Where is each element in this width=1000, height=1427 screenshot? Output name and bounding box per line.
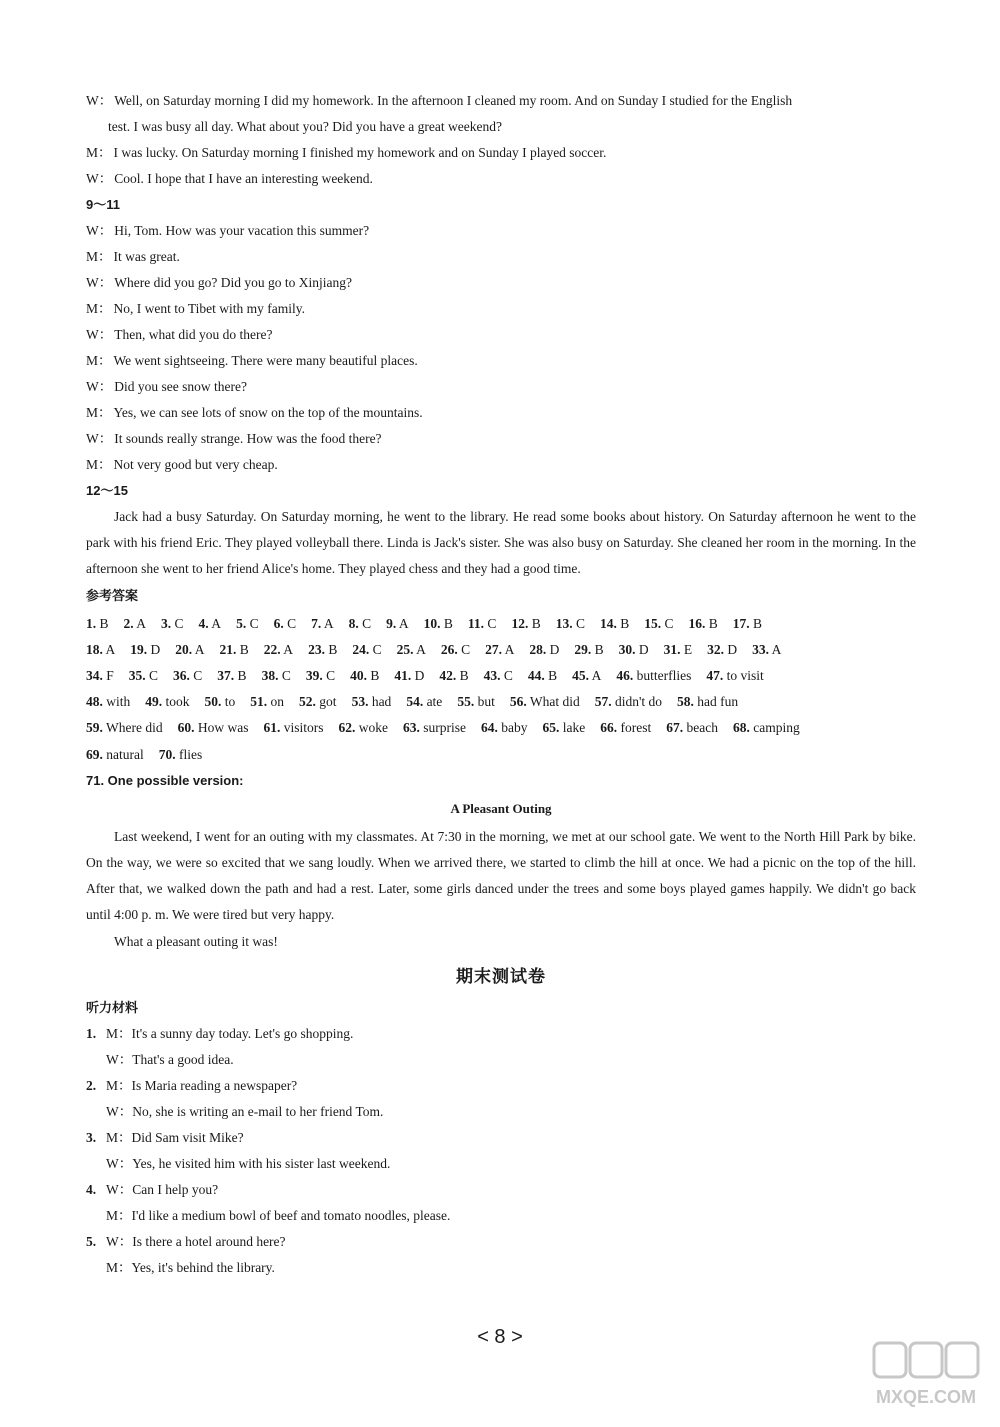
listening-line: [86, 1151, 916, 1177]
dialog-line: [86, 244, 916, 270]
passage-text: Jack had a busy Saturday. On Saturday morning, he went to the library. He read some books about history. On Saturday afternoon he went to the park with his friend Eric. They played volleyball there. Linda is Jack's sister. She was also busy on Saturday. She cleaned her room in the morning. In the afternoon she went to her friend Alice's home. They played chess and they had a good time.: [86, 509, 916, 577]
answer-item: 43. C: [483, 668, 513, 684]
answer-item: 56. What did: [509, 694, 580, 710]
answer-item: 60. How was: [177, 720, 249, 736]
answer-item: 10. B: [423, 615, 453, 631]
answer-row: [86, 689, 916, 715]
document-page: [86, 88, 916, 1281]
dialog-text: It sounds really strange. How was the food there?: [114, 431, 382, 446]
answer-item: 52. got: [299, 694, 337, 710]
answer-item: 13. C: [555, 615, 585, 631]
listening-line: [86, 1203, 916, 1229]
dialog-text: W：That's a good idea.: [106, 1051, 234, 1067]
answer-item: 45. A: [572, 668, 602, 684]
answer-item: 39. C: [305, 668, 336, 684]
answer-item: 66. forest: [600, 720, 652, 736]
dialog-text: W：Can I help you?: [106, 1181, 219, 1197]
answer-item: 24. C: [352, 641, 382, 657]
answer-item: 64. baby: [481, 720, 528, 736]
answer-item: 33. A: [752, 641, 782, 657]
answer-item: 31. E: [663, 641, 693, 657]
listening-line: [86, 1021, 916, 1047]
speaker-label: M：: [86, 353, 112, 368]
speaker-label: W：: [86, 93, 113, 108]
answer-item: 36. C: [173, 668, 203, 684]
dialog-text: It was great.: [113, 249, 180, 264]
dialog-text: No, I went to Tibet with my family.: [113, 301, 306, 316]
answer-item: 42. B: [439, 668, 469, 684]
answer-item: 21. B: [219, 641, 249, 657]
essay-ending: What a pleasant outing it was!: [114, 933, 278, 949]
dialog-line: [86, 426, 916, 452]
answer-item: 27. A: [485, 641, 515, 657]
answer-item: 50. to: [204, 694, 236, 710]
speaker-label: M：: [86, 405, 112, 420]
answer-item: 55. but: [457, 694, 495, 710]
answer-item: 18. A: [86, 641, 116, 657]
answer-item: 8. C: [348, 615, 372, 631]
listening-line: [86, 1255, 916, 1281]
dialog-line: [86, 296, 916, 322]
listening-line: [86, 1229, 916, 1255]
item-number: 2.: [86, 1077, 97, 1093]
answer-row: [86, 663, 916, 689]
dialog-text: Then, what did you do there?: [114, 327, 273, 342]
answer-item: 63. surprise: [403, 720, 466, 736]
dialog-text: W：No, she is writing an e-mail to her friend Tom.: [106, 1103, 384, 1119]
answer-row: [86, 637, 916, 663]
watermark-logo: [866, 1337, 986, 1417]
answer-item: 40. B: [350, 668, 380, 684]
dialog-text: Did you see snow there?: [114, 379, 247, 394]
answer-item: 28. D: [529, 641, 560, 657]
dialog-text: Hi, Tom. How was your vacation this summer?: [114, 223, 370, 238]
answer-item: 17. B: [732, 615, 763, 631]
answer-row: [86, 742, 916, 768]
dialog-line: [86, 452, 916, 478]
item-number: 1.: [86, 1025, 97, 1041]
answer-item: 23. B: [308, 641, 338, 657]
answer-item: 69. natural: [86, 746, 144, 762]
dialog-line: [86, 218, 916, 244]
dialog-text: M：I'd like a medium bowl of beef and tomato noodles, please.: [106, 1207, 451, 1223]
answers-heading: 参考答案: [86, 587, 139, 603]
dialog-line: [86, 114, 916, 140]
answer-item: 44. B: [527, 668, 558, 684]
listening-line: [86, 1125, 916, 1151]
answer-item: 37. B: [217, 668, 247, 684]
answer-item: 9. A: [386, 615, 409, 631]
dialog-section-1: [86, 88, 916, 192]
dialog-text: W：Is there a hotel around here?: [106, 1233, 286, 1249]
dialog-line: [86, 374, 916, 400]
answer-item: 49. took: [145, 694, 190, 710]
essay-body: Last weekend, I went for an outing with my classmates. At 7:30 in the morning, we met at our school gate. We went to the North Hill Park by bike. On the way, we were so excited that we sang loudly. When we arrived there, we started to climb the hill at once. We had a picnic on the top of the hill. After that, we walked down the path and had a rest. Later, some girls danced under the trees and some boys played games happily. We didn't go back until 4:00 p. m. We were tired but very happy.: [86, 828, 916, 923]
answer-item: 67. beach: [666, 720, 718, 736]
answer-item: 34. F: [86, 668, 114, 684]
dialog-text: M：Is Maria reading a newspaper?: [106, 1077, 298, 1093]
answer-item: 5. C: [236, 615, 259, 631]
answer-item: 22. A: [263, 641, 294, 657]
answer-item: 30. D: [618, 641, 649, 657]
dialog-text: M：Did Sam visit Mike?: [106, 1129, 244, 1145]
dialog-line: [86, 166, 916, 192]
dialog-line: [86, 400, 916, 426]
answer-row: [86, 715, 916, 741]
section-title: 期末测试卷: [456, 966, 546, 987]
answer-item: 59. Where did: [86, 720, 163, 736]
speaker-label: M：: [86, 249, 112, 264]
listening-line: [86, 1099, 916, 1125]
svg-text:MXQE.COM: MXQE.COM: [875, 1387, 977, 1407]
answer-item: 16. B: [688, 615, 718, 631]
speaker-label: W：: [86, 431, 113, 446]
dialog-text: M：It's a sunny day today. Let's go shopping.: [106, 1025, 354, 1041]
group-heading-9-11: 9～11: [86, 197, 120, 212]
answer-item: 2. A: [123, 615, 147, 631]
answer-item: 57. didn't do: [594, 694, 663, 710]
answer-key: [86, 611, 916, 768]
answer-item: 26. C: [440, 641, 471, 657]
answer-item: 32. D: [707, 641, 738, 657]
dialog-line: [86, 88, 916, 114]
answer-item: 58. had fun: [677, 694, 739, 710]
answer-item: 47. to visit: [706, 668, 764, 684]
answer-item: 62. woke: [338, 720, 388, 736]
listening-items: [86, 1021, 916, 1281]
answer-item: 3. C: [161, 615, 184, 631]
answer-item: 54. ate: [406, 694, 443, 710]
dialog-text: test. I was busy all day. What about you? Did you have a great weekend?: [108, 119, 502, 134]
answer-item: 1. B: [86, 615, 109, 631]
listening-heading: 听力材料: [86, 999, 139, 1015]
answer-item: 19. D: [130, 641, 161, 657]
essay-title: A Pleasant Outing: [450, 800, 552, 816]
item-71-heading: 71. One possible version:: [86, 772, 244, 788]
speaker-label: W：: [86, 327, 113, 342]
group-heading-12-15: 12～15: [86, 483, 128, 498]
item-number: 3.: [86, 1129, 97, 1145]
answer-item: 6. C: [273, 615, 297, 631]
dialog-line: [86, 270, 916, 296]
answer-item: 38. C: [261, 668, 291, 684]
answer-item: 53. had: [351, 694, 392, 710]
answer-row: [86, 611, 916, 637]
answer-item: 48. with: [86, 694, 131, 710]
page-number: < 8 >: [477, 1326, 523, 1348]
answer-item: 35. C: [128, 668, 159, 684]
speaker-label: W：: [86, 379, 113, 394]
dialog-text: I was lucky. On Saturday morning I finished my homework and on Sunday I played soccer.: [113, 145, 607, 160]
answer-item: 11. C: [467, 615, 497, 631]
answer-item: 70. flies: [158, 746, 203, 762]
answer-item: 14. B: [599, 615, 630, 631]
speaker-label: W：: [86, 171, 113, 186]
answer-item: 61. visitors: [263, 720, 324, 736]
speaker-label: M：: [86, 457, 112, 472]
speaker-label: W：: [86, 275, 113, 290]
answer-item: 41. D: [394, 668, 425, 684]
dialog-text: M：Yes, it's behind the library.: [106, 1259, 275, 1275]
answer-item: 4. A: [198, 615, 222, 631]
dialog-line: [86, 348, 916, 374]
dialog-text: Yes, we can see lots of snow on the top of the mountains.: [113, 405, 423, 420]
dialog-text: Cool. I hope that I have an interesting weekend.: [114, 171, 373, 186]
dialog-line: [86, 140, 916, 166]
listening-line: [86, 1073, 916, 1099]
dialog-text: Well, on Saturday morning I did my homework. In the afternoon I cleaned my room. And on Sunday I studied for the English: [114, 93, 793, 108]
answer-item: 15. C: [644, 615, 674, 631]
answer-item: 20. A: [175, 641, 205, 657]
listening-line: [86, 1047, 916, 1073]
item-number: 5.: [86, 1233, 97, 1249]
listening-line: [86, 1177, 916, 1203]
answer-item: 25. A: [396, 641, 426, 657]
item-number: 4.: [86, 1181, 97, 1197]
speaker-label: M：: [86, 301, 112, 316]
speaker-label: M：: [86, 145, 112, 160]
answer-item: 68. camping: [732, 720, 800, 736]
dialog-text: Where did you go? Did you go to Xinjiang?: [114, 275, 352, 290]
answer-item: 12. B: [511, 615, 541, 631]
dialog-section-2: [86, 218, 916, 478]
dialog-text: Not very good but very cheap.: [113, 457, 278, 472]
dialog-line: [86, 322, 916, 348]
dialog-text: W：Yes, he visited him with his sister last weekend.: [106, 1155, 391, 1171]
speaker-label: W：: [86, 223, 113, 238]
answer-item: 46. butterflies: [616, 668, 692, 684]
answer-item: 65. lake: [542, 720, 586, 736]
answer-item: 7. A: [311, 615, 334, 631]
answer-item: 51. on: [250, 694, 285, 710]
answer-item: 29. B: [574, 641, 604, 657]
dialog-text: We went sightseeing. There were many beautiful places.: [113, 353, 418, 368]
